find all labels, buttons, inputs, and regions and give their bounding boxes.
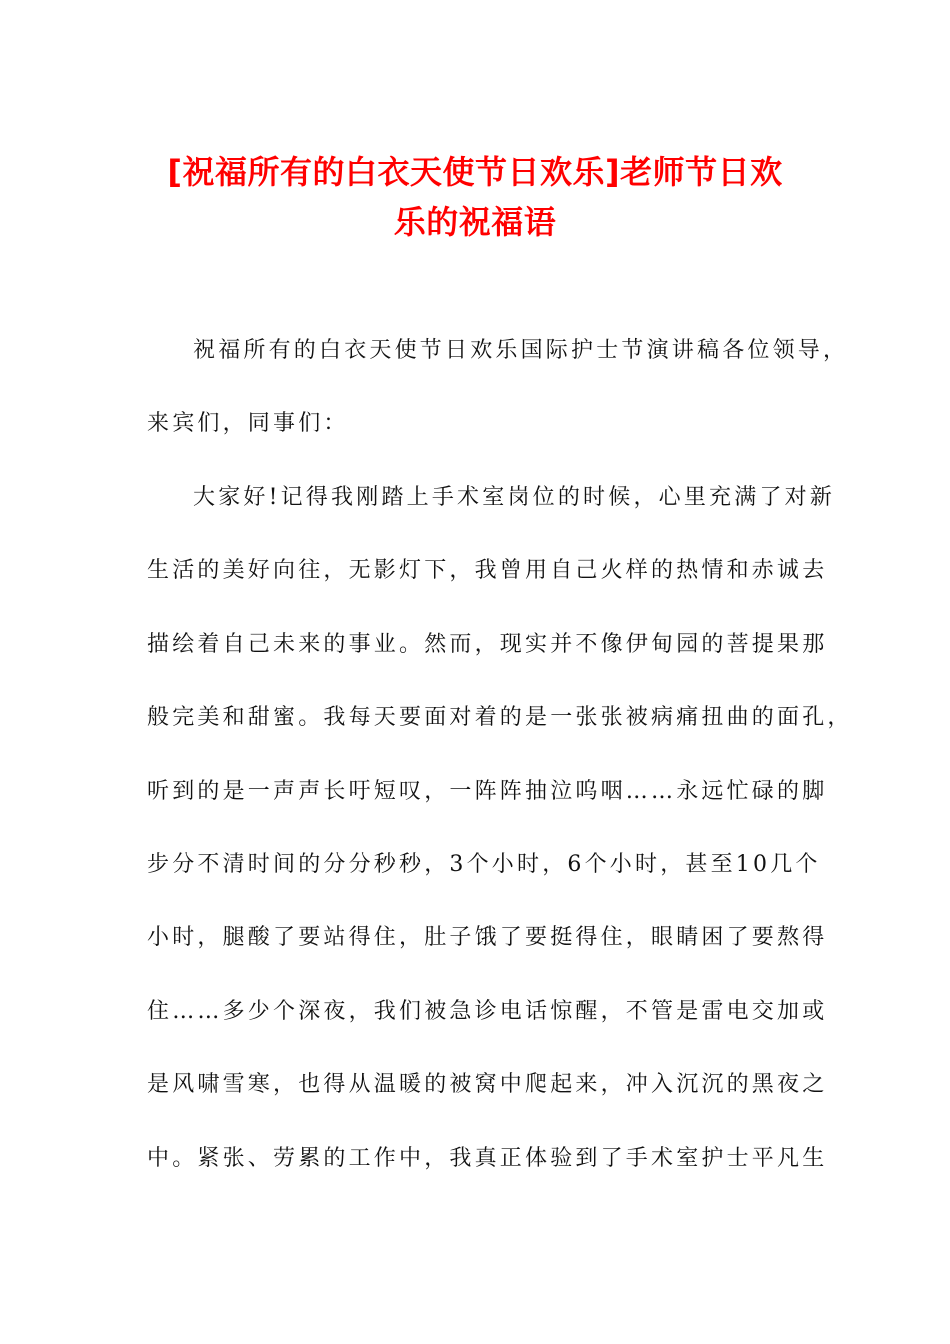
title-line-2: 乐的祝福语 — [393, 203, 557, 241]
body-line-1: 祝福所有的白衣天使节日欢乐国际护士节演讲稿各位领导， — [193, 338, 849, 363]
body-line-11: 是风啸雪寒，也得从温暖的被窝中爬起来，冲入沉沉的黑夜之 — [147, 1072, 828, 1097]
body-line-9: 小时，腿酸了要站得住，肚子饿了要挺得住，眼睛困了要熬得 — [147, 925, 828, 950]
body-line-8: 步分不清时间的分分秒秒，3个小时，6个小时，甚至10几个 — [147, 852, 821, 877]
body-line-6: 般完美和甜蜜。我每天要面对着的是一张张被病痛扭曲的面孔， — [147, 705, 853, 730]
document-title — [140, 147, 810, 247]
title-line-1: [祝福所有的白衣天使节日欢乐]老师节日欢 — [167, 153, 783, 191]
body-line-2: 来宾们，同事们： — [147, 411, 349, 436]
body-line-7: 听到的是一声声长吁短叹，一阵阵抽泣呜咽……永远忙碌的脚 — [147, 779, 828, 804]
body-line-5: 描绘着自己未来的事业。然而，现实并不像伊甸园的菩提果那 — [147, 632, 828, 657]
body-line-3: 大家好!记得我刚踏上手术室岗位的时候，心里充满了对新 — [193, 485, 836, 510]
body-line-12: 中。紧张、劳累的工作中，我真正体验到了手术室护士平凡生 — [147, 1146, 828, 1171]
body-line-4: 生活的美好向往，无影灯下，我曾用自己火样的热情和赤诚去 — [147, 558, 828, 583]
body-line-10: 住……多少个深夜，我们被急诊电话惊醒，不管是雷电交加或 — [147, 999, 828, 1024]
